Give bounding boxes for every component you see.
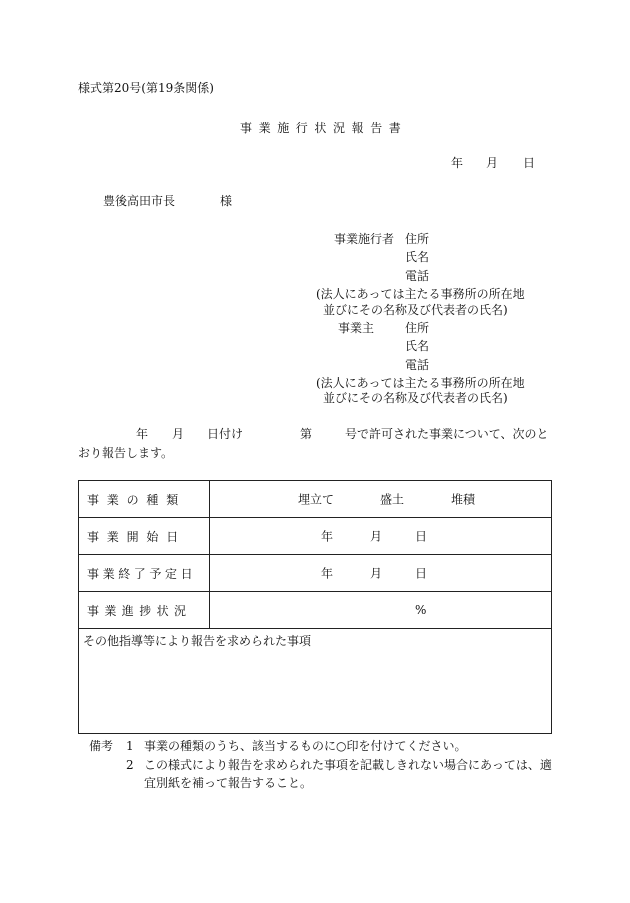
remarks-item2-line2: 宜別紙を補って報告すること。 bbox=[144, 776, 313, 790]
body-year: 年 bbox=[136, 427, 149, 441]
remarks-label: 備考 bbox=[89, 739, 114, 753]
end-month-label: 月 bbox=[370, 566, 383, 581]
row-value-start-date[interactable] bbox=[210, 518, 552, 555]
form-number: 様式第20号(第19条関係) bbox=[78, 81, 214, 95]
owner-note-line2: 並びにその名称及び代表者の氏名) bbox=[323, 391, 508, 405]
applicant-note-line2: 並びにその名称及び代表者の氏名) bbox=[323, 303, 508, 317]
owner-label: 事業主 bbox=[338, 321, 375, 335]
applicant-note-line1: (法人にあっては主たる事務所の所在地 bbox=[316, 287, 525, 301]
owner-address-label: 住所 bbox=[405, 321, 430, 335]
row-label-end-date: 事業終了予定日 bbox=[79, 555, 210, 592]
remarks-item2-number: 2 bbox=[126, 758, 134, 772]
body-number-prefix: 第 bbox=[300, 427, 313, 441]
start-year-label: 年 bbox=[321, 529, 334, 544]
date-month: 月 bbox=[486, 156, 499, 170]
report-table bbox=[78, 480, 552, 734]
start-day-label: 日 bbox=[415, 529, 428, 544]
row-value-progress[interactable] bbox=[210, 592, 552, 629]
owner-note-line1: (法人にあっては主たる事務所の所在地 bbox=[316, 376, 525, 390]
start-month-label: 月 bbox=[370, 529, 383, 544]
remarks-item1-number: 1 bbox=[126, 739, 134, 753]
other-matters-field[interactable] bbox=[79, 629, 552, 734]
table-row bbox=[79, 481, 552, 518]
row-label-project-type: 事業の種類 bbox=[79, 481, 210, 518]
addressee-name: 豊後高田市長 bbox=[103, 194, 176, 208]
applicant-phone-label: 電話 bbox=[405, 269, 430, 283]
body-month: 月 bbox=[172, 427, 185, 441]
remarks-item2-line1: この様式により報告を求められた事項を記載しきれない場合にあっては、適 bbox=[144, 758, 552, 772]
row-value-end-date[interactable] bbox=[210, 555, 552, 592]
option-stockpile[interactable]: 堆積 bbox=[451, 492, 476, 507]
end-year-label: 年 bbox=[321, 566, 334, 581]
row-label-start-date: 事業開始日 bbox=[79, 518, 210, 555]
other-matters-label: その他指導等により報告を求められた事項 bbox=[83, 634, 312, 648]
table-row bbox=[79, 518, 552, 555]
body-date-suffix: 日付け bbox=[207, 427, 244, 441]
table-row bbox=[79, 629, 552, 734]
option-landfill[interactable]: 埋立て bbox=[298, 492, 335, 507]
table-row bbox=[79, 592, 552, 629]
applicant-name-label: 氏名 bbox=[405, 250, 430, 264]
option-embankment[interactable]: 盛土 bbox=[380, 492, 405, 507]
row-value-project-type[interactable] bbox=[210, 481, 552, 518]
body-line2: おり報告します。 bbox=[78, 446, 174, 460]
owner-phone-label: 電話 bbox=[405, 358, 430, 372]
addressee-honorific: 様 bbox=[220, 194, 233, 208]
owner-name-label: 氏名 bbox=[405, 339, 430, 353]
progress-percent-label: % bbox=[415, 603, 427, 617]
remarks-item1-text: 事業の種類のうち、該当するものに○印を付けてください。 bbox=[144, 739, 467, 753]
date-year: 年 bbox=[451, 156, 464, 170]
applicant-label: 事業施行者 bbox=[334, 232, 395, 246]
end-day-label: 日 bbox=[415, 566, 428, 581]
table-row bbox=[79, 555, 552, 592]
row-label-progress: 事業進捗状況 bbox=[79, 592, 210, 629]
applicant-address-label: 住所 bbox=[405, 232, 430, 246]
document-title: 事業施行状況報告書 bbox=[240, 121, 408, 135]
date-day: 日 bbox=[523, 156, 536, 170]
body-line1-rest: 号で許可された事業について、次のと bbox=[345, 427, 549, 441]
